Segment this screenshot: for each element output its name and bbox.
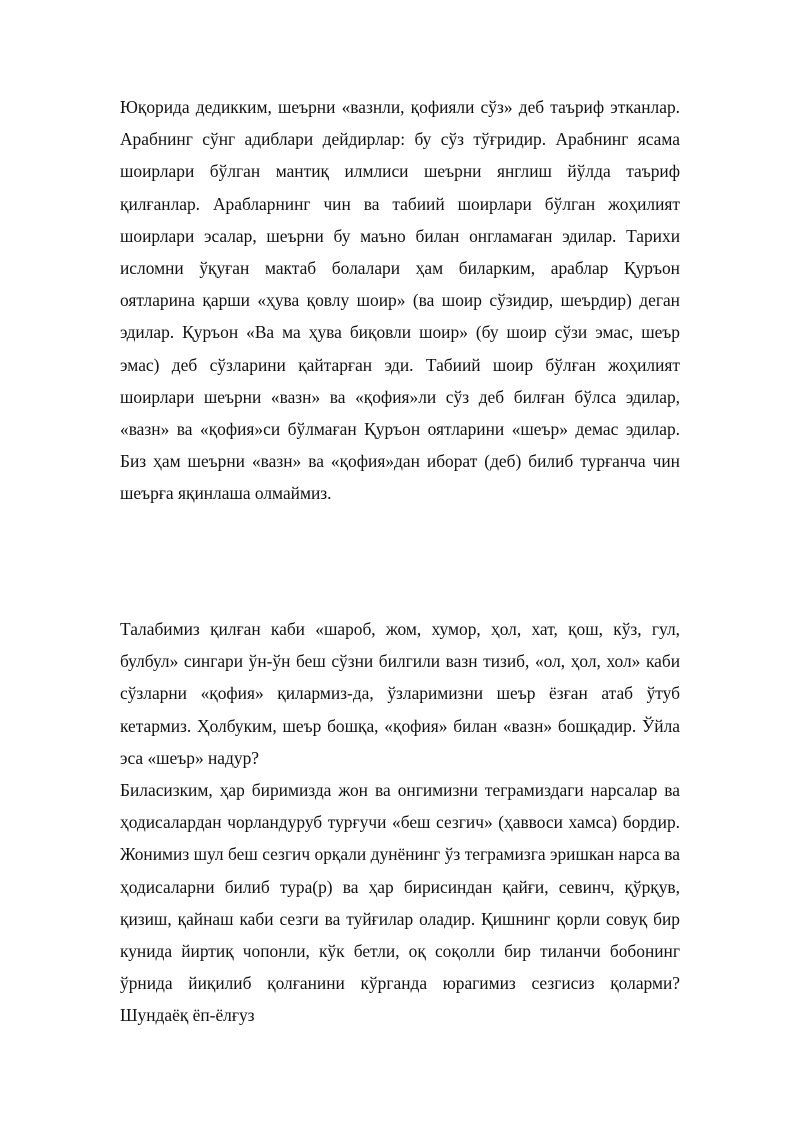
paragraph-poetry-definition: Юқорида дедикким, шеърни «вазнли, қофияли сўз» деб таъриф этканлар. Арабнинг сўнг адиблари дейдирлар: бу сўз тўғридир. Арабнинг ясама шоирлари бўлган мантиқ илмлиси шеърни янглиш йўлда таъриф қилғанлар. Арабларнинг чин ва табиий шоирлари бўлган жоҳилият шоирлари эсалар, шеърни бу маъно билан онгламаған эдилар. Тарихи исломни ўқуған мактаб болалари ҳам биларким, араблар Қуръон оятларина қарши «ҳува қовлу шоир» (ва шоир сўзидир, шеърдир) деган эдилар. Қуръон «Ва ма ҳува биқовли шоир» (бу шоир сўзи эмас, шеър эмас) деб сўзларини қайтарған эди. Табиий шоир бўлған жоҳилият шоирлари шеърни «вазн» ва «қофия»ли сўз деб билған бўлса эдилар, «вазн» ва «қофия»си бўлмаған Қуръон оятларини «шеър» демас эдилар. Биз ҳам шеърни «вазн» ва «қофия»дан иборат (деб) билиб турғанча чин шеърға яқинлаша олмаймиз. — [120, 97, 680, 504]
paragraph-five-senses: Биласизким, ҳар биримизда жон ва онгимизни теграмиздаги нарсалар ва ҳодисалардан чорландуруб турғучи «беш сезгич» (ҳаввоси хамса) бордир. Жонимиз шул беш сезгич орқали дунёнинг ўз теграмизга эришкан нарса ва ҳодисаларни билиб тура(р) ва ҳар бирисиндан қайғи, севинч, қўрқув, қизиш, қайнаш каби сезги ва туйғилар оладир. Қишнинг қорли совуқ бир кунида йиртиқ чопонли, кўк бетли, оқ соқолли бир тиланчи бобонинг ўрнида йиқилиб қолғанини кўрганда юрагимиз сезгисиз қоларми? Шундаёқ ёп-ёлғуз — [120, 780, 680, 1026]
paragraph-words-and-rhyme: Талабимиз қилған каби «шароб, жом, хумор, ҳол, хат, қош, кўз, гул, булбул» сингари ўн-ўн беш сўзни билгили вазн тизиб, «ол, ҳол, хол» каби сўзларни «қофия» қилармиз-да, ўзларимизни шеър ёзған атаб ўтуб кетармиз. Ҳолбуким, шеър бошқа, «қофия» билан «вазн» бошқадир. Ўйла эса «шеър» надур? — [120, 619, 680, 768]
